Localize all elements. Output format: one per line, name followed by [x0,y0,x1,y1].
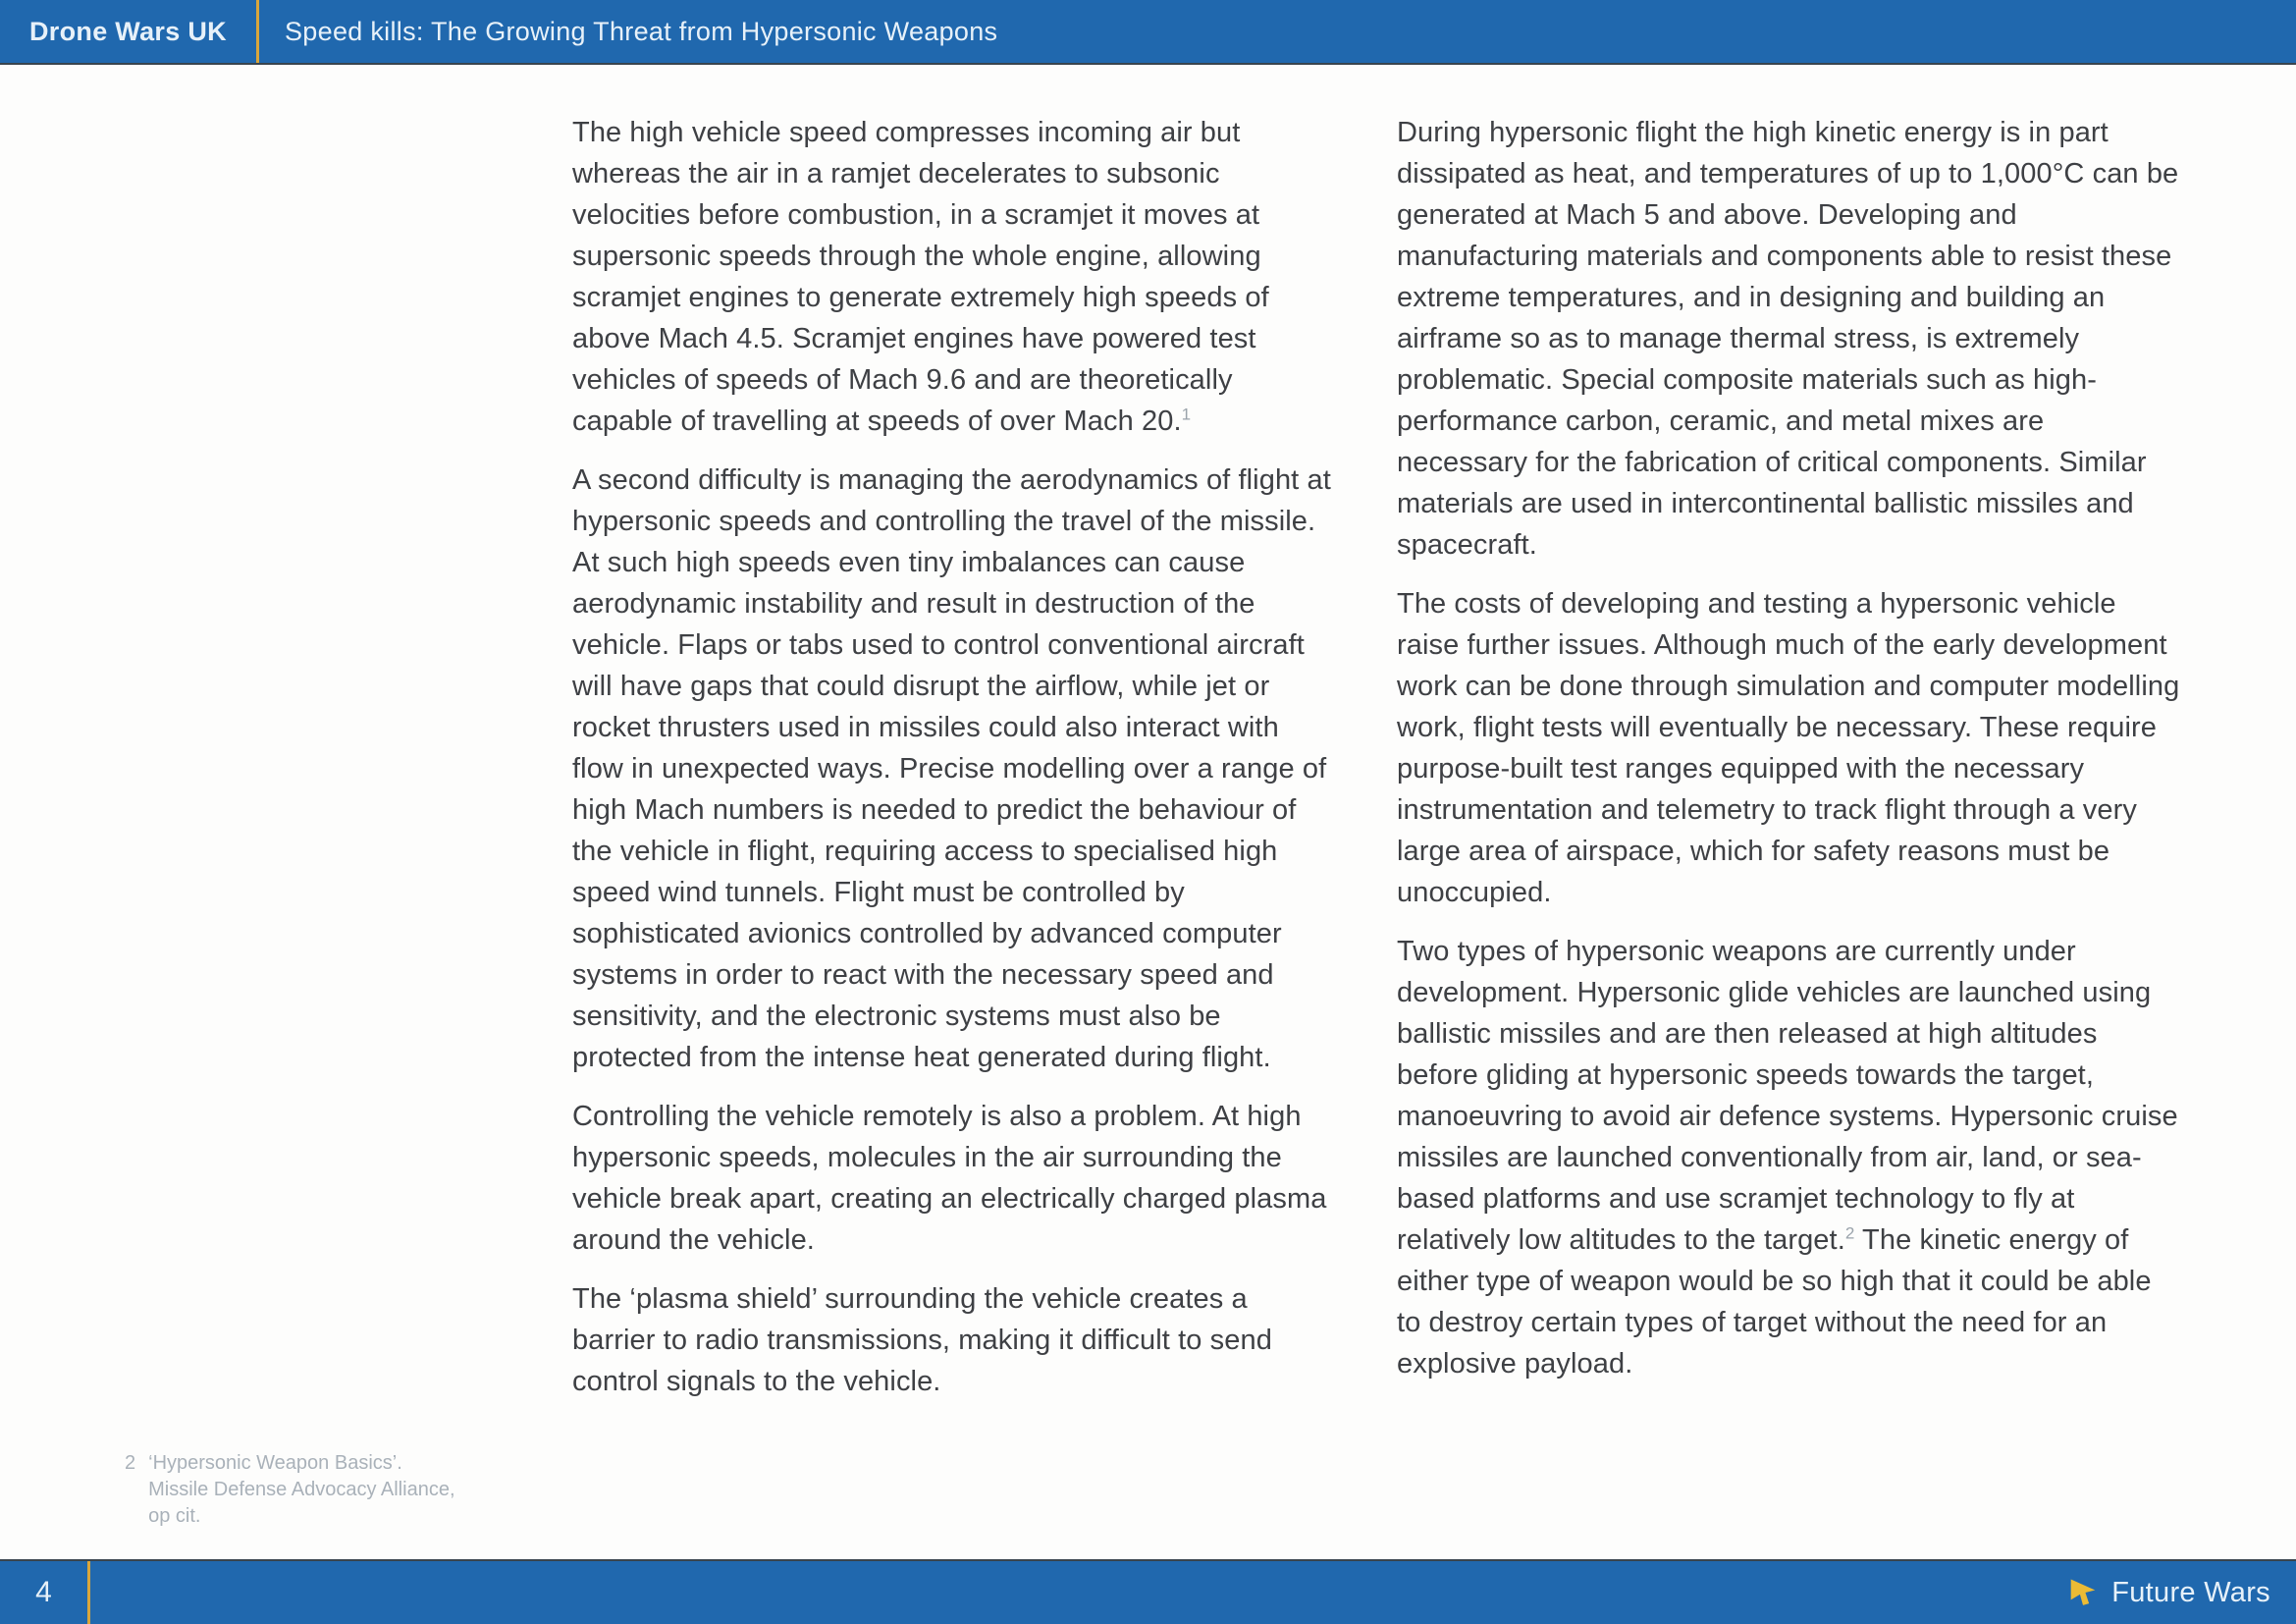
paragraph: Two types of hypersonic weapons are currently under development. Hypersonic glide vehicles are launched using ballistic missiles and are then released at high altitudes before gliding at hypersonic speeds towards the target, manoeuvring to avoid air defence systems. Hypersonic cruise missiles are launched conventionally from air, land, or sea-based platforms and use scramjet technology to fly at relatively low altitudes to the target.$^2$ The kinetic energy of either type of weapon would be so high that it could be able to destroy certain types of target without the need for an explosive payload. [1397,936,2178,1380]
footer-section [2067,1577,2296,1609]
paragraph: Controlling the vehicle remotely is also a problem. At high hypersonic speeds, molecules in the air surrounding the vehicle break apart, creating an electrically charged plasma around the vehicle. [572,1101,1327,1256]
right-text-column [1397,112,2182,1402]
paragraph: A second difficulty is managing the aerodynamics of flight at hypersonic speeds and controlling the travel of the missile. At such high speeds even tiny imbalances can cause aerodynamic instability and result in destruction of the vehicle. Flaps or tabs used to control conventional aircraft will have gaps that could disrupt the airflow, while jet or rocket thrusters used in missiles could also interact with flow in unexpected ways. Precise modelling over a range of high Mach numbers is needed to predict the behaviour of the vehicle in flight, requiring access to specialised high speed wind tunnels. Flight must be controlled by sophisticated avionics controlled by advanced computer systems in order to react with the necessary speed and sensitivity, and the electronic systems must also be protected from the intense heat generated during flight. [572,464,1331,1073]
footnote-number: 2 [125,1452,136,1474]
left-text-column [572,112,1333,1420]
footer-divider [87,1561,90,1624]
footnote-text: ‘Hypersonic Weapon Basics’. Missile Defense Advocacy Alliance, op cit. [148,1452,455,1527]
paragraph: The costs of developing and testing a hypersonic vehicle raise further issues. Although much of the early development work can be done through simulation and computer modelling work, flight tests will eventually be necessary. These require purpose-built test ranges equipped with the necessary instrumentation and telemetry to track flight through a very large area of airspace, which for safety reasons must be unoccupied. [1397,588,2180,908]
page-title: Speed kills: The Growing Threat from Hypersonic Weapons [285,16,998,46]
dart-icon [2067,1577,2099,1608]
paragraph: The ‘plasma shield’ surrounding the vehicle creates a barrier to radio transmissions, making it difficult to send control signals to the vehicle. [572,1283,1272,1397]
footer-bar [0,1559,2296,1624]
footnote-reference: 1 [1181,405,1192,424]
paragraph: During hypersonic flight the high kinetic energy is in part dissipated as heat, and temperatures of up to 1,000°C can be generated at Mach 5 and above. Developing and manufacturing materials and components able to resist these extreme temperatures, and in designing and building an airframe so as to manage thermal stress, is extremely problematic. Special composite materials such as high-performance carbon, ceramic, and metal mixes are necessary for the fabrication of critical components. Similar materials are used in intercontinental ballistic missiles and spacecraft. [1397,117,2179,561]
section-label: Future Wars [2111,1576,2270,1608]
page-number: 4 [35,1576,52,1608]
footnote-reference: 2 [1844,1223,1855,1243]
paragraph: The high vehicle speed compresses incoming air but whereas the air in a ramjet decelerates to subsonic velocities before combustion, in a scramjet it moves at supersonic speeds through the whole engine, allowing scramjet engines to generate extremely high speeds of above Mach 4.5. Scramjet engines have powered test vehicles of speeds of Mach 9.6 and are theoretically capable of travelling at speeds of over Mach 20.$^1$ [572,117,1269,437]
header-bar [0,0,2296,65]
footnote [125,1450,507,1530]
brand-title: Drone Wars UK [29,16,227,46]
